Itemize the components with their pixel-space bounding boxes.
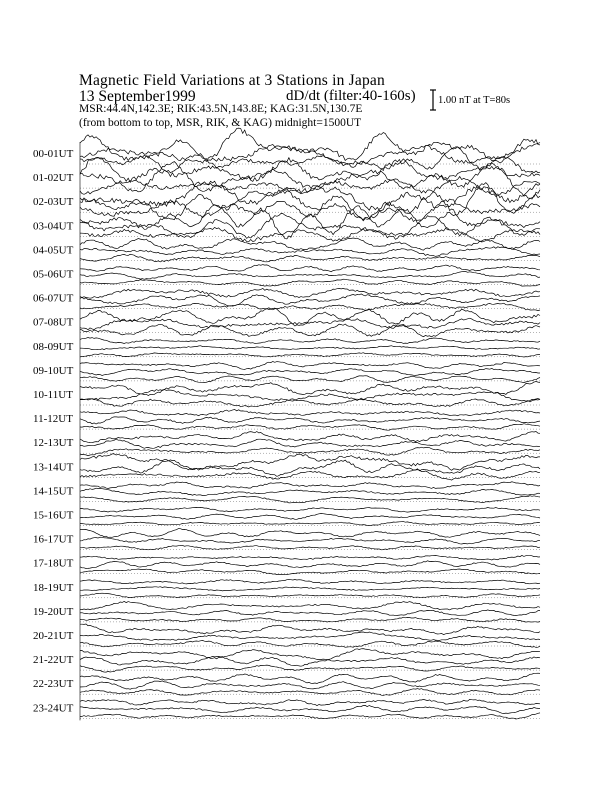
trace-KAG: [80, 529, 540, 538]
trace-RIK: [80, 514, 540, 520]
trace-KAG: [80, 308, 540, 326]
trace-KAG: [80, 580, 540, 584]
trace-MSR: [80, 545, 540, 550]
row-label: 05-06UT: [33, 268, 74, 281]
trace-RIK: [80, 681, 540, 689]
trace-KAG: [80, 128, 540, 163]
row-22-23UT: [33, 673, 540, 695]
row-18-19UT: [33, 580, 540, 598]
trace-KAG: [80, 699, 540, 705]
trace-MSR: [80, 713, 540, 719]
trace-RIK: [80, 537, 540, 544]
row-label: 20-21UT: [33, 630, 74, 642]
row-05-06UT: [33, 265, 540, 287]
trace-MSR: [80, 227, 540, 241]
quantity-filter-label: dD/dt (filter:40-160s): [286, 88, 416, 104]
trace-KAG: [80, 507, 540, 512]
trace-MSR: [80, 617, 540, 622]
row-label: 09-10UT: [33, 364, 74, 377]
trace-MSR: [80, 303, 540, 310]
row-23-24UT: [33, 699, 540, 719]
trace-KAG: [80, 158, 540, 183]
row-08-09UT: [33, 338, 540, 358]
row-label: 19-20UT: [33, 605, 74, 618]
row-label: 14-15UT: [33, 485, 74, 498]
row-label: 18-19UT: [33, 581, 74, 594]
row-label: 04-05UT: [33, 244, 74, 257]
row-10-11UT: [33, 382, 540, 408]
trace-KAG: [80, 181, 540, 211]
trace-KAG: [80, 482, 540, 489]
trace-KAG: [80, 338, 540, 344]
trace-RIK: [80, 632, 540, 640]
trace-MSR: [80, 324, 540, 337]
row-label: 07-08UT: [33, 316, 74, 329]
row-09-10UT: [33, 362, 540, 383]
scale-label: 1.00 nT at T=80s: [438, 95, 511, 106]
chart-title: Magnetic Field Variations at 3 Stations in Japan: [79, 72, 385, 89]
trace-KAG: [80, 454, 540, 470]
trace-MSR: [80, 593, 540, 597]
row-label: 00-01UT: [33, 148, 74, 160]
row-20-21UT: [33, 624, 540, 647]
trace-MSR: [80, 689, 540, 696]
row-label: 22-23UT: [33, 678, 74, 691]
trace-MSR: [80, 254, 540, 262]
trace-RIK: [80, 417, 540, 424]
row-21-22UT: [33, 649, 540, 673]
trace-MSR: [80, 353, 540, 357]
trace-MSR: [80, 470, 540, 481]
row-label: 03-04UT: [33, 220, 74, 233]
trace-MSR: [80, 376, 540, 383]
row-11-12UT: [33, 410, 540, 431]
trace-MSR: [80, 640, 540, 647]
row-00-01UT: [33, 128, 540, 173]
trace-MSR: [80, 199, 540, 222]
row-label: 12-13UT: [33, 437, 74, 450]
trace-RIK: [80, 610, 540, 616]
trace-KAG: [80, 410, 540, 416]
trace-RIK: [80, 587, 540, 591]
trace-RIK: [80, 705, 540, 713]
trace-KAG: [80, 555, 540, 560]
row-label: 16-17UT: [33, 533, 74, 546]
trace-MSR: [80, 447, 540, 456]
row-17-18UT: [33, 555, 540, 574]
trace-KAG: [80, 649, 540, 660]
trace-RIK: [80, 439, 540, 448]
trace-MSR: [80, 279, 540, 286]
chart-date: 13 September1999: [79, 88, 196, 105]
trace-RIK: [80, 561, 540, 569]
trace-MSR: [80, 399, 540, 408]
row-label: 11-12UT: [33, 413, 73, 426]
trace-KAG: [80, 624, 540, 635]
row-label: 01-02UT: [33, 172, 74, 185]
trace-KAG: [80, 601, 540, 610]
trace-RIK: [80, 488, 540, 495]
trace-KAG: [80, 362, 540, 370]
trace-RIK: [80, 318, 540, 330]
trace-KAG: [80, 382, 540, 396]
row-16-17UT: [33, 529, 540, 550]
station-order-note: (from bottom to top, MSR, RIK, & KAG) midnight=1500UT: [79, 117, 362, 129]
row-14-15UT: [33, 482, 540, 503]
trace-MSR: [80, 496, 540, 503]
row-label: 08-09UT: [33, 340, 74, 353]
row-12-13UT: [33, 432, 540, 456]
row-label: 23-24UT: [33, 702, 74, 715]
trace-KAG: [80, 673, 540, 683]
row-19-20UT: [33, 601, 540, 622]
trace-KAG: [80, 238, 540, 250]
row-07-08UT: [33, 308, 540, 337]
row-03-04UT: [33, 205, 540, 242]
trace-MSR: [80, 522, 540, 526]
row-01-02UT: [33, 158, 540, 199]
row-label: 17-18UT: [33, 557, 74, 570]
row-label: 02-03UT: [33, 196, 74, 209]
row-label: 21-22UT: [33, 654, 74, 667]
row-label: 15-16UT: [33, 509, 74, 522]
trace-RIK: [80, 162, 540, 199]
trace-KAG: [80, 265, 540, 272]
row-label: 06-07UT: [33, 292, 74, 305]
row-06-07UT: [33, 288, 540, 310]
trace-RIK: [80, 346, 540, 350]
station-coordinates: MSR:44.4N,142.3E; RIK:43.5N,143.8E; KAG:31.5N,130.7E: [79, 103, 363, 115]
row-04-05UT: [33, 238, 540, 262]
trace-MSR: [80, 665, 540, 672]
row-15-16UT: [33, 507, 540, 525]
trace-RIK: [80, 272, 540, 280]
trace-KAG: [80, 432, 540, 443]
row-13-14UT: [33, 454, 540, 480]
row-label: 13-14UT: [33, 461, 74, 474]
trace-RIK: [80, 368, 540, 375]
row-label: 10-11UT: [33, 389, 73, 401]
